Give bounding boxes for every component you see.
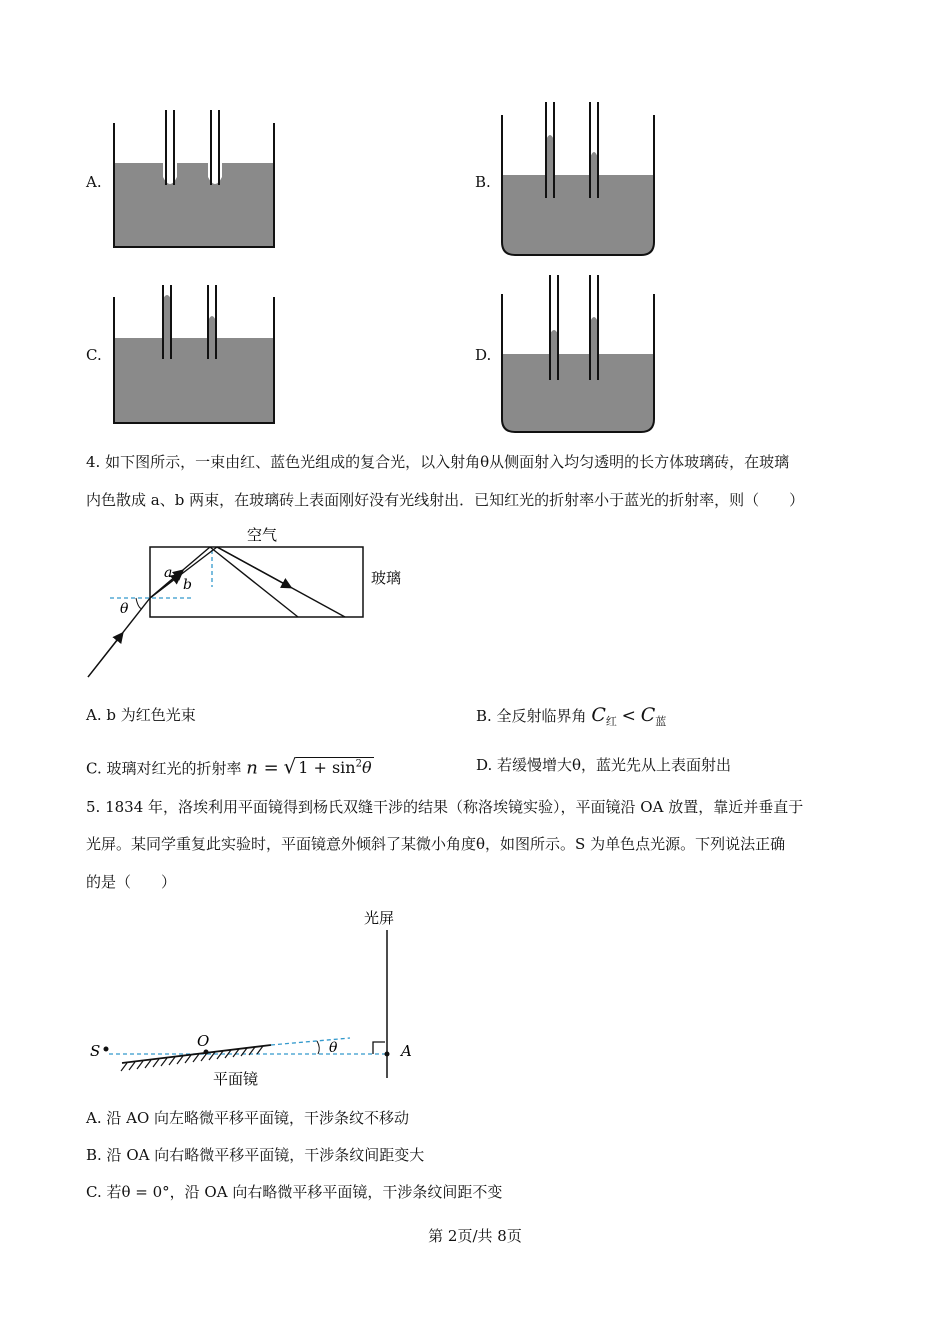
q4-option-c-radicand bbox=[296, 757, 373, 777]
ray-a-label: a bbox=[164, 565, 173, 581]
q4-option-b-c1: C bbox=[591, 704, 606, 726]
o-label: O bbox=[197, 1032, 210, 1050]
q5-stem-line3: 的是（ ） bbox=[86, 873, 177, 891]
a-label: A bbox=[401, 1042, 412, 1060]
q4-option-d: D. 若缓慢增大θ，蓝光先从上表面射出 bbox=[476, 756, 732, 774]
option-c-label: C. bbox=[86, 346, 102, 364]
q5-lloyd-mirror-figure bbox=[85, 900, 435, 1095]
screen-label: 光屏 bbox=[364, 909, 395, 927]
q4-stem-line2: 内色散成 a、b 两束，在玻璃砖上表面刚好没有光线射出．已知红光的折射率小于蓝光的折射率，则（ ） bbox=[86, 491, 805, 509]
option-d-label: D. bbox=[475, 346, 492, 364]
point-a bbox=[385, 1052, 390, 1057]
sqrt-icon: √ bbox=[283, 754, 297, 779]
q5-stem-line2: 光屏。某同学重复此实验时，平面镜意外倾斜了某微小角度θ，如图所示。S 为单色点光源。下列说法正确 bbox=[86, 835, 786, 853]
beaker-figure-b bbox=[495, 100, 665, 260]
q5-option-a: A. 沿 AO 向左略微平移平面镜，干涉条纹不移动 bbox=[86, 1109, 410, 1127]
q4-glass-prism-figure bbox=[80, 522, 420, 687]
q5-option-b: B. 沿 OA 向右略微平移平面镜，干涉条纹间距变大 bbox=[86, 1146, 425, 1164]
ray-b-label: b bbox=[183, 577, 192, 593]
option-b-label: B. bbox=[475, 173, 491, 191]
q5-stem-line1: 5. 1834 年，洛埃利用平面镜得到杨氏双缝干涉的结果（称洛埃镜实验），平面镜沿 OA 放置，靠近并垂直于 bbox=[86, 798, 804, 816]
q4-option-c-inner: 1 + sin bbox=[298, 758, 356, 778]
glass-label: 玻璃 bbox=[371, 569, 402, 587]
q4-option-c bbox=[86, 755, 374, 778]
angle-theta-label: θ bbox=[120, 601, 129, 617]
q4-option-c-theta: θ bbox=[361, 758, 372, 778]
q4-option-b-text: B. 全反射临界角 bbox=[476, 707, 587, 725]
air-label: 空气 bbox=[247, 526, 278, 544]
q4-option-b-c2: C bbox=[640, 704, 656, 726]
point-o bbox=[204, 1050, 209, 1055]
q4-option-c-sq: 2 bbox=[355, 759, 362, 770]
beaker-figure-d bbox=[495, 272, 665, 437]
q4-option-c-lhs: n = bbox=[246, 757, 279, 779]
q5-option-c: C. 若θ = 0°，沿 OA 向右略微平移平面镜，干涉条纹间距不变 bbox=[86, 1183, 503, 1201]
q4-option-b-sub1: 红 bbox=[605, 715, 617, 728]
mirror-label: 平面镜 bbox=[213, 1070, 259, 1088]
page-footer: 第 2页/共 8页 bbox=[428, 1227, 522, 1245]
beaker-figure-c bbox=[100, 283, 290, 428]
q4-option-b-lt: < bbox=[621, 706, 636, 726]
q4-option-c-text: C. 玻璃对红光的折射率 bbox=[86, 759, 242, 778]
q4-option-a: A. b 为红色光束 bbox=[86, 706, 196, 724]
q4-stem-line1: 4. 如下图所示，一束由红、蓝色光组成的复合光，以入射角θ从侧面射入均匀透明的长方体玻璃砖，在玻璃 bbox=[86, 453, 790, 471]
q4-option-b-sub2: 蓝 bbox=[655, 715, 667, 728]
beaker-figure-a bbox=[100, 105, 290, 255]
s-label: S bbox=[90, 1042, 101, 1060]
q5-angle-theta-label: θ bbox=[329, 1040, 338, 1056]
option-a-label: A. bbox=[86, 173, 102, 191]
point-s bbox=[104, 1047, 109, 1052]
q4-option-b bbox=[476, 705, 666, 732]
glass-block bbox=[150, 547, 363, 617]
